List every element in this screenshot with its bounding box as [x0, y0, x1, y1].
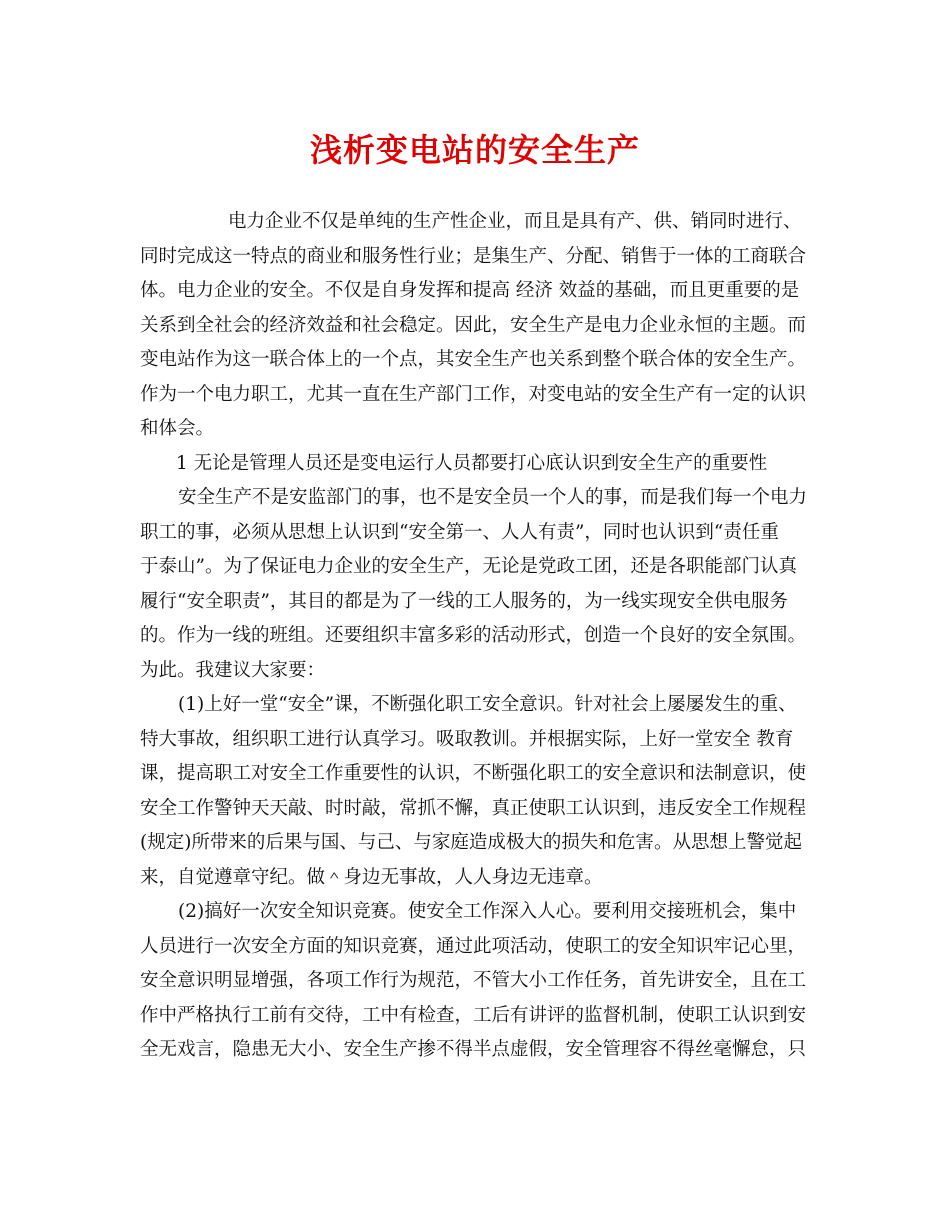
text-line: 特大事故，组织职工进行认真学习。吸取教训。并根据实际，上好一堂安全 教育: [140, 728, 794, 750]
text-line: 电力企业不仅是单纯的生产性企业，而且是具有产、供、销同时进行、: [228, 211, 802, 232]
text-line: 同时完成这一特点的商业和服务性行业；是集生产、分配、销售于一体的工商联合: [140, 245, 807, 267]
text-line: 安全工作警钟天天敲、时时敲，常抓不懈，真正使职工认识到，违反安全工作规程: [140, 797, 807, 819]
document-title: 浅析变电站的安全生产: [309, 131, 640, 169]
text-line: 全无戏言，隐患无大小、安全生产掺不得半点虚假，安全管理容不得丝毫懈怠，只: [140, 1039, 807, 1060]
document-body: [140, 205, 812, 1068]
text-line: 来，自觉遵章守纪。做＾身边无事故，人人身边无违章。: [140, 866, 603, 888]
text-line: 体。电力企业的安全。不仅是自身发挥和提高 经济 效益的基础，而且更重要的是: [140, 280, 800, 301]
text-line: 作为一个电力职工，尤其一直在生产部门工作，对变电站的安全生产有一定的认识: [140, 383, 807, 405]
text-line: 变电站作为这一联合体上的一个点，其安全生产也关系到整个联合体的安全生产。: [140, 349, 807, 370]
text-line: 履行“安全职责”，其目的都是为了一线的工人服务的，为一线实现安全供电服务: [140, 590, 788, 612]
text-line: (规定)所带来的后果与国、与己、与家庭造成极大的损失和危害。从思想上警觉起: [140, 832, 802, 853]
list-item-1: (1)上好一堂“安全”课，不断强化职工安全意识。针对社会上屡屡发生的重、: [178, 694, 797, 715]
text-line: 职工的事，必须从思想上认识到“安全第一、人人有责”，同时也认识到“责任重: [140, 521, 779, 543]
text-line: 人员进行一次安全方面的知识竞赛，通过此项活动，使职工的安全知识牢记心里，: [140, 935, 807, 957]
text-line: 于泰山”。为了保证电力企业的安全生产，无论是党政工团，还是各职能部门认真: [140, 556, 797, 577]
text-line: 的。作为一线的班组。还要组织丰富多彩的活动形式，创造一个良好的安全氛围。: [140, 625, 807, 646]
text-line: 和体会。: [140, 418, 215, 439]
section-heading: 1 无论是管理人员还是变电运行人员都要打心底认识到安全生产的重要性: [176, 452, 768, 474]
text-line: 作中严格执行工前有交待，工中有检查，工后有讲评的监督机制，使职工认识到安: [140, 1004, 807, 1026]
list-item-2: (2)搞好一次安全知识竞赛。使安全工作深入人心。要利用交接班机会，集中: [178, 901, 797, 922]
text-line: 安全意识明显增强，各项工作行为规范，不管大小工作任务，首先讲安全，且在工: [140, 970, 807, 991]
text-line: 为此。我建议大家要：: [140, 659, 326, 681]
text-line: 课，提高职工对安全工作重要性的认识，不断强化职工的安全意识和法制意识，使: [140, 763, 807, 784]
text-line: 关系到全社会的经济效益和社会稳定。因此，安全生产是电力企业永恒的主题。而: [140, 314, 807, 336]
text-line: 安全生产不是安监部门的事，也不是安全员一个人的事，而是我们每一个电力: [178, 487, 808, 508]
